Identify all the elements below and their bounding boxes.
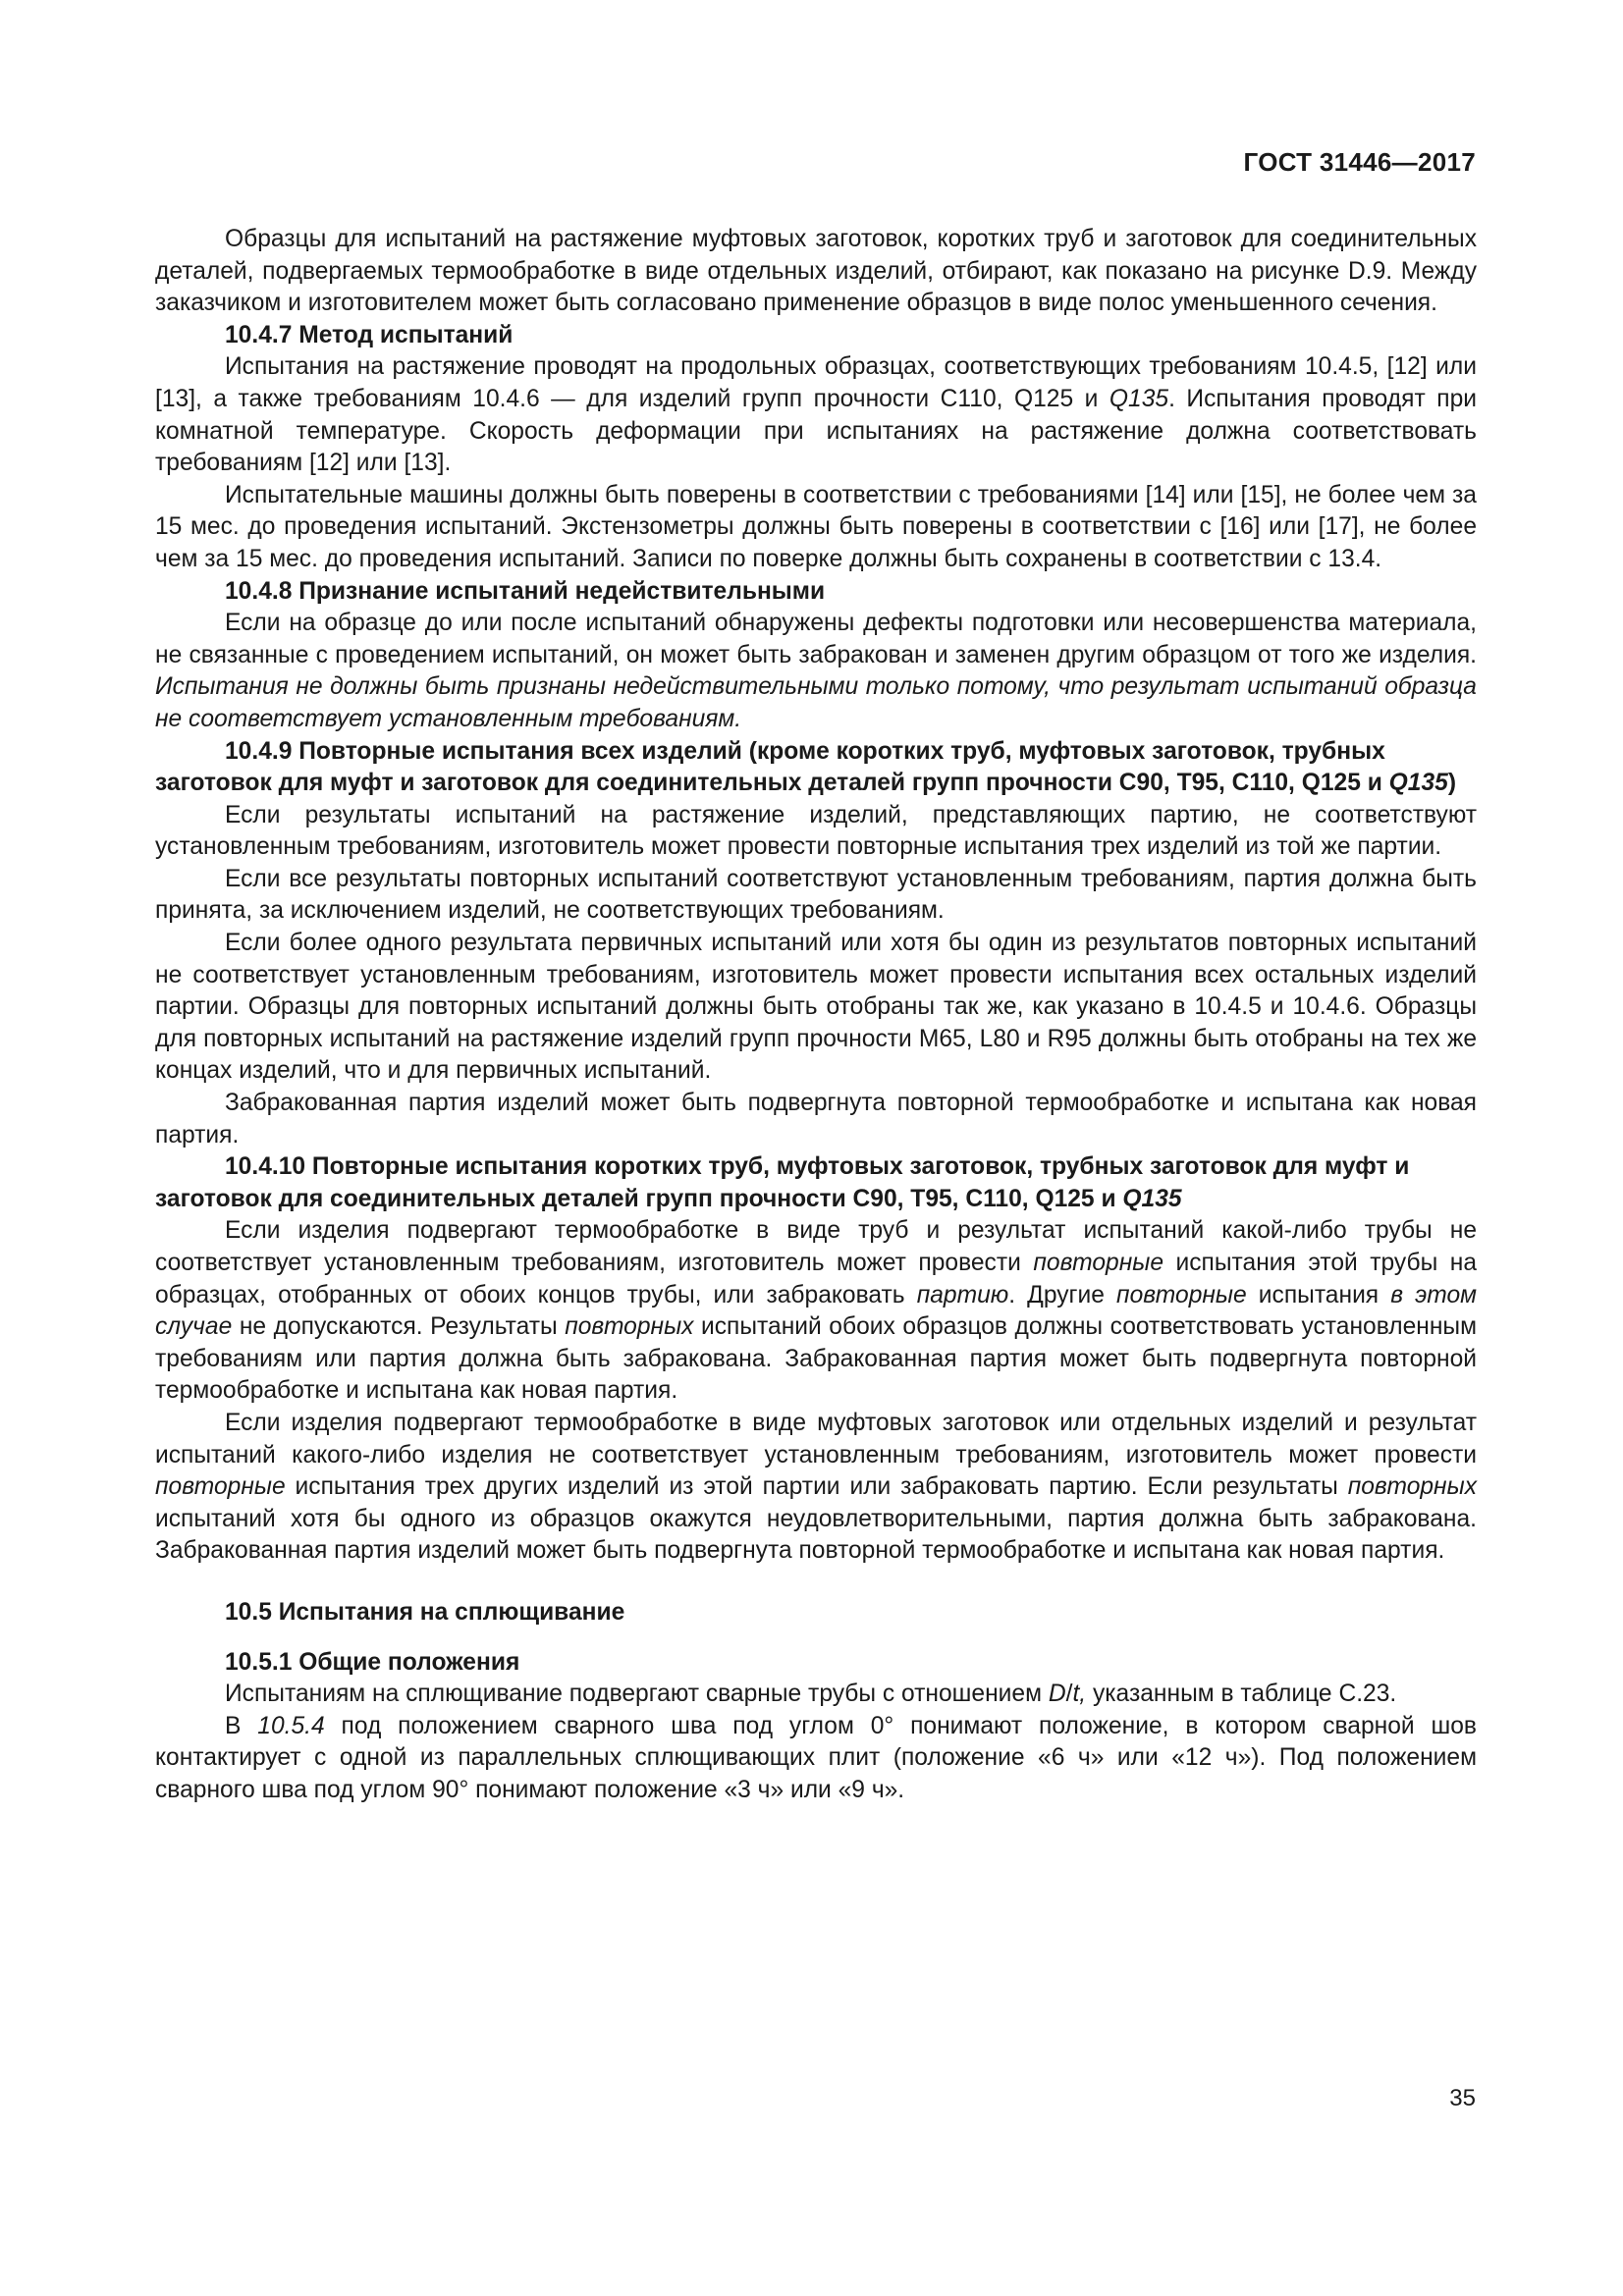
section-heading-10-4-7: 10.4.7 Метод испытаний [225,321,514,348]
paragraph: Забракованная партия изделий может быть подвергнута повторной термообработке и испытана как новая партия. [155,1090,1477,1148]
paragraph: Образцы для испытаний на растяжение муфтовых заготовок, коротких труб и заготовок для соединительных деталей, подвергаемых термообработке в виде отдельных изделий, отбирают, как показано на рисунке D.9. Между заказчиком и изготовителем может быть согласовано применение образцов в виде полос уменьшенного сечения. [155,226,1477,317]
section-heading-10-4-9: 10.4.9 Повторные испытания всех изделий (кроме коротких труб, муфтовых заготовок, трубных заготовок для муфт и заготовок для соединительных деталей групп прочности С90, Т95, С110, Q125 и Q135) [155,737,1457,797]
paragraph: Испытаниям на сплющивание подвергают сварные трубы с отношением D/t, указанным в таблице С.23. [225,1681,1397,1708]
paragraph: Если изделия подвергают термообработке в виде труб и результат испытаний какой-либо трубы не соответствует установленным требованиям, изготовитель может провести повторные испытания этой трубы на образцах, отобранных от обоих концов трубы, или забраковать партию. Другие повторные испытания в этом случае не допускаются. Результаты повторных испытаний обоих образцов должны соответствовать установленным требованиям или партия должна быть забракована. Забракованная партия может быть подвергнута повторной термообработке и испытана как новая партия. [155,1217,1477,1405]
document-body [155,224,1477,1807]
section-heading-10-5: 10.5 Испытания на сплющивание [225,1598,625,1626]
page-number: 35 [1449,2085,1476,2111]
paragraph: Испытания на растяжение проводят на продольных образцах, соответствующих требованиям 10.4.5, [12] или [13], а также требованиям 10.4.6 — для изделий групп прочности С110, Q125 и Q135. Испытания проводят при комнатной температуре. Скорость деформации при испытаниях на растяжение должна соответствовать требованиям [12] или [13]. [155,353,1477,477]
paragraph: Если результаты испытаний на растяжение изделий, представляющих партию, не соответствуют установленным требованиям, изготовитель может провести повторные испытания трех изделий из той же партии. [155,801,1477,861]
paragraph: Если более одного результата первичных испытаний или хотя бы один из результатов повторных испытаний не соответствует установленным требованиям, изготовитель может провести испытания всех остальных изделий партии. Образцы для повторных испытаний должны быть отобраны так же, как указано в 10.4.5 и 10.4.6. Образцы для повторных испытаний на растяжение изделий групп прочности М65, L80 и R95 должны быть отобраны на тех же концах изделий, что и для первичных испытаний. [155,930,1477,1085]
paragraph: Если изделия подвергают термообработке в виде муфтовых заготовок или отдельных изделий и результат испытаний какого-либо изделия не соответствует установленным требованиям, изготовитель может провести повторные испытания трех других изделий из этой партии или забраковать партию. Если результаты повторных испытаний хотя бы одного из образцов окажутся неудовлетворительными, партия должна быть забракована. Забракованная партия изделий может быть подвергнута повторной термообработке и испытана как новая партия. [155,1409,1477,1565]
section-heading-10-5-1: 10.5.1 Общие положения [225,1648,520,1676]
section-heading-10-4-10: 10.4.10 Повторные испытания коротких труб, муфтовых заготовок, трубных заготовок для муфт и заготовок для соединительных деталей групп прочности С90, Т95, С110, Q125 и Q135 [155,1153,1410,1212]
paragraph: Если все результаты повторных испытаний соответствуют установленным требованиям, партия должна быть принята, за исключением изделий, не соответствующих требованиям. [155,865,1477,925]
paragraph: Испытательные машины должны быть поверены в соответствии с требованиями [14] или [15], не более чем за 15 мес. до проведения испытаний. Экстензометры должны быть поверены в соответствии с [16] или [17], не более чем за 15 мес. до проведения испытаний. Записи по поверке должны быть сохранены в соответствии с 13.4. [155,481,1477,572]
section-heading-10-4-8: 10.4.8 Признание испытаний недействительными [225,577,826,605]
paragraph: Если на образце до или после испытаний обнаружены дефекты подготовки или несовершенства материала, не связанные с проведением испытаний, он может быть забракован и заменен другим образцом от того же изделия. Испытания не должны быть признаны недействительными только потому, что результат испытаний образца не соответствует установленным требованиям. [155,610,1477,732]
paragraph: В 10.5.4 под положением сварного шва под углом 0° понимают положение, в котором сварной шов контактирует с одной из параллельных сплющивающих плит (положение «6 ч» или «12 ч»). Под положением сварного шва под углом 90° понимают положение «3 ч» или «9 ч». [155,1712,1477,1803]
document-code: ГОСТ 31446—2017 [1243,147,1476,177]
